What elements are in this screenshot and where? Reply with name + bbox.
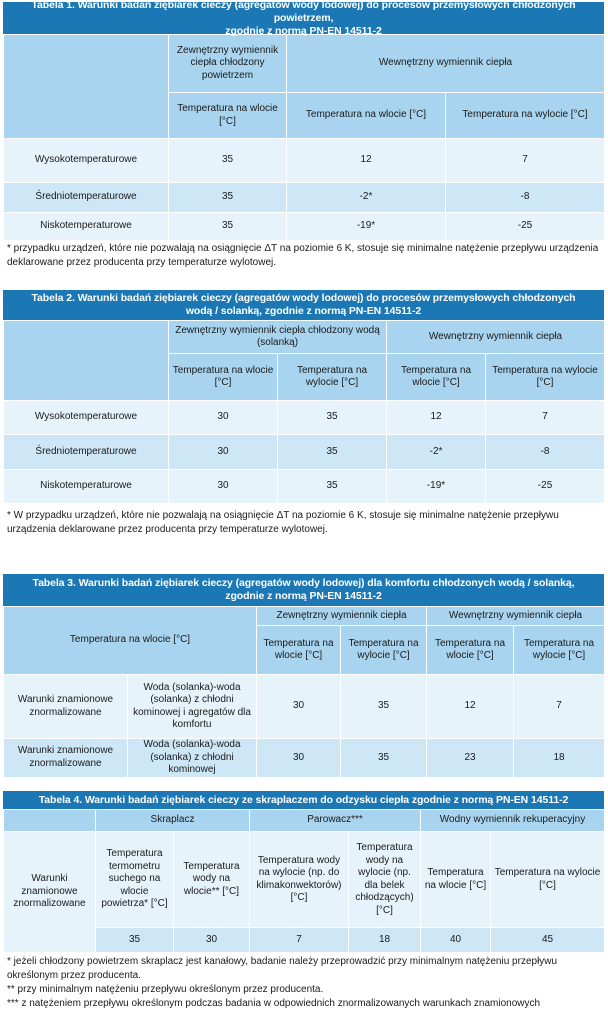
- row-sublabel: Woda (solanka)-woda (solanka) z chłodni kominowej i agregatów dla komfortu: [128, 675, 257, 739]
- row-label: Warunki znamionowe znormalizowane: [4, 739, 128, 778]
- row-label: Warunki znamionowe znormalizowane: [4, 832, 96, 953]
- cell: 12: [287, 139, 446, 183]
- row-label: Średniotemperaturowe: [4, 183, 169, 213]
- cell: 45: [491, 928, 605, 953]
- table-row: [4, 470, 605, 504]
- table-2-header-inlet-int: Temperatura na wlocie [°C]: [387, 354, 486, 401]
- table-1-title: [3, 0, 604, 37]
- table-3-header-ext: Zewnętrzny wymiennik ciepła: [257, 607, 427, 626]
- cell: 35: [278, 470, 387, 504]
- table-1-header-int: Wewnętrzny wymiennik ciepła: [287, 35, 605, 93]
- table-4-header-wodny: Wodny wymiennik rekuperacyjny: [421, 810, 605, 832]
- table-row: [4, 213, 605, 241]
- table-4-title-text: Tabela 4. Warunki badań ziębiarek cieczy ze skraplaczem do odzysku ciepła zgodnie z normą PN-EN 14511-2: [38, 793, 569, 806]
- table-4-footnotes: [7, 955, 603, 1011]
- table-row: [4, 139, 605, 183]
- footnote-text: * W przypadku urządzeń, które nie pozwalają na osiągnięcie ΔT na poziomie 6 K, stosuje się minimalne natężenie przepływu urządzenia deklarowane przez producenta przy temperaturze wylotowej.: [7, 510, 559, 535]
- table-4-header-skraplacz: Skraplacz: [96, 810, 250, 832]
- table-4-header-6: Temperatura na wylocie [°C]: [491, 832, 605, 928]
- footnote-text: *** z natężeniem przepływu określonym podczas badania w odpowiednich znormalizowanych warunkach znamionowych: [7, 998, 541, 1009]
- table-4: [3, 791, 604, 953]
- table-3-title-line2: zgodnie z normą PN-EN 14511-2: [225, 590, 382, 602]
- cell: -2*: [287, 183, 446, 213]
- cell: 35: [278, 435, 387, 470]
- cell: 18: [349, 928, 421, 953]
- row-label: Warunki znamionowe znormalizowane: [4, 675, 128, 739]
- table-1-title-line2: zgodnie z normą PN-EN 14511-2: [225, 24, 382, 37]
- cell: 35: [169, 213, 287, 241]
- cell: 7: [514, 675, 605, 739]
- table-2-header-inlet-ext: Temperatura na wlocie [°C]: [169, 354, 278, 401]
- table-3-title: [3, 574, 604, 606]
- footnote-text: * przypadku urządzeń, które nie pozwalają na osiągnięcie ΔT na poziomie 6 K, stosuje się minimalne natężenie przepływu urządzenia deklarowane przez producenta przy temperaturze wylotowej.: [7, 243, 599, 268]
- cell: -19*: [287, 213, 446, 241]
- cell: 35: [96, 928, 174, 953]
- row-label: Niskotemperaturowe: [4, 213, 169, 241]
- table-3-header-int: Wewnętrzny wymiennik ciepła: [427, 607, 605, 626]
- table-4-header-5: Temperatura na wlocie [°C]: [421, 832, 491, 928]
- table-row: [4, 675, 605, 739]
- table-1-header-outlet-int: Temperatura na wylocie [°C]: [446, 93, 605, 139]
- table-4-header-2: Temperatura wody na wlocie** [°C]: [174, 832, 250, 928]
- table-4-title: [3, 791, 604, 809]
- table-4-corner: [4, 810, 96, 832]
- table-row: [4, 183, 605, 213]
- cell: 30: [169, 435, 278, 470]
- table-1-corner: [4, 35, 169, 139]
- cell: 30: [169, 470, 278, 504]
- table-2-header-outlet-int: Temperatura na wylocie [°C]: [486, 354, 605, 401]
- table-1-header-ext: Zewnętrzny wymiennik ciepła chłodzony powietrzem: [169, 35, 287, 93]
- cell: 12: [427, 675, 514, 739]
- row-label: Wysokotemperaturowe: [4, 139, 169, 183]
- row-label: Wysokotemperaturowe: [4, 401, 169, 435]
- cell: 35: [341, 675, 427, 739]
- table-3-header-outlet-ext: Temperatura na wylocie [°C]: [341, 626, 427, 675]
- table-1-title-line1: Tabela 1. Warunki badań ziębiarek cieczy (agregatów wody lodowej) do procesów przemysłowych chłodzonych powietrzem,: [31, 0, 576, 24]
- cell: -19*: [387, 470, 486, 504]
- table-3-header-outlet-int: Temperatura na wylocie [°C]: [514, 626, 605, 675]
- cell: -2*: [387, 435, 486, 470]
- cell: 35: [278, 401, 387, 435]
- cell: 30: [257, 739, 341, 778]
- cell: 7: [250, 928, 349, 953]
- table-2-title: [3, 290, 604, 320]
- table-4-header-1: Temperatura termometru suchego na wlocie powietrza* [°C]: [96, 832, 174, 928]
- cell: 40: [421, 928, 491, 953]
- cell: 30: [257, 675, 341, 739]
- table-2-corner: [4, 321, 169, 401]
- cell: 35: [169, 139, 287, 183]
- cell: -8: [446, 183, 605, 213]
- table-2-header-outlet-ext: Temperatura na wylocie [°C]: [278, 354, 387, 401]
- cell: -25: [486, 470, 605, 504]
- table-3-title-line1: Tabela 3. Warunki badań ziębiarek cieczy (agregatów wody lodowej) dla komfortu chłodzonych wodą / solanką,: [32, 577, 575, 589]
- table-row: [4, 435, 605, 470]
- cell: 35: [341, 739, 427, 778]
- cell: 30: [174, 928, 250, 953]
- table-4-header-4: Temperatura wody na wylocie (np. dla belek chłodzących) [°C]: [349, 832, 421, 928]
- table-2-title-line1: Tabela 2. Warunki badań ziębiarek cieczy (agregatów wody lodowej) do procesów przemysłowych chłodzonych: [31, 292, 576, 304]
- cell: 7: [446, 139, 605, 183]
- table-2-title-line2: wodą / solanką, zgodnie z normą PN-EN 14511-2: [185, 305, 422, 317]
- table-2-footnote: [7, 509, 603, 537]
- table-1: [3, 2, 604, 241]
- row-sublabel: Woda (solanka)-woda (solanka) z chłodni kominowej: [128, 739, 257, 778]
- table-2: [3, 290, 604, 504]
- table-1-footnote: [7, 242, 603, 270]
- table-2-header-int: Wewnętrzny wymiennik ciepła: [387, 321, 605, 354]
- table-3-header-temp: Temperatura na wlocie [°C]: [4, 607, 257, 675]
- cell: 18: [514, 739, 605, 778]
- table-1-header-inlet-int: Temperatura na wlocie [°C]: [287, 93, 446, 139]
- cell: 12: [387, 401, 486, 435]
- table-2-header-ext: Zewnętrzny wymiennik ciepła chłodzony wodą (solanką): [169, 321, 387, 354]
- table-row: [4, 739, 605, 778]
- table-3: [3, 574, 604, 778]
- table-4-header-parowacz: Parowacz***: [250, 810, 421, 832]
- table-4-header-3: Temperatura wody na wylocie (np. do klimakonwektorów) [°C]: [250, 832, 349, 928]
- footnote-text: ** przy minimalnym natężeniu przepływu określonym przez producenta.: [7, 984, 324, 995]
- cell: 7: [486, 401, 605, 435]
- table-3-header-inlet-ext: Temperatura na wlocie [°C]: [257, 626, 341, 675]
- cell: -8: [486, 435, 605, 470]
- table-3-header-inlet-int: Temperatura na wlocie [°C]: [427, 626, 514, 675]
- row-label: Niskotemperaturowe: [4, 470, 169, 504]
- cell: -25: [446, 213, 605, 241]
- cell: 23: [427, 739, 514, 778]
- footnote-text: * jeżeli chłodzony powietrzem skraplacz jest kanałowy, badanie należy przeprowadzić przy minimalnym natężeniu przepływu określonym przez producenta.: [7, 956, 558, 981]
- cell: 35: [169, 183, 287, 213]
- cell: 30: [169, 401, 278, 435]
- row-label: Średniotemperaturowe: [4, 435, 169, 470]
- table-row: [4, 401, 605, 435]
- table-1-header-inlet-ext: Temperatura na wlocie [°C]: [169, 93, 287, 139]
